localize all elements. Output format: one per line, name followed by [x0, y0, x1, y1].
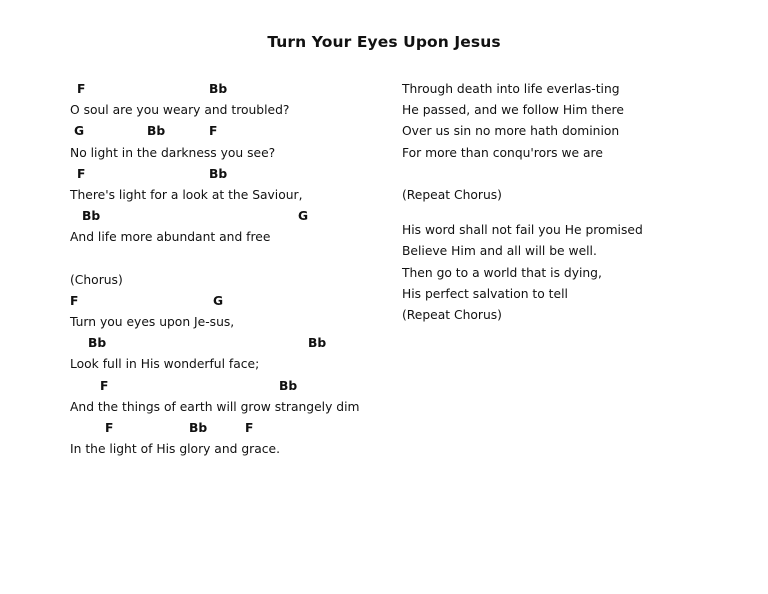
lyric-line: His word shall not fail you He promised — [402, 223, 643, 238]
chord: F — [100, 378, 109, 393]
chord-line — [70, 164, 380, 185]
chord: Bb — [189, 421, 208, 435]
chord-line — [70, 376, 380, 397]
lyric-line: In the light of His glory and grace. — [70, 442, 280, 457]
right-column — [402, 79, 732, 326]
lyric-line: Believe Him and all will be well. — [402, 244, 597, 259]
chord: F — [77, 82, 86, 96]
chord: Bb — [88, 336, 107, 351]
lyric-line: And life more abundant and free — [70, 230, 271, 245]
chord: Bb — [279, 378, 298, 393]
lyric-line: No light in the darkness you see? — [70, 145, 276, 160]
lyric-line: He passed, and we follow Him there — [402, 103, 624, 118]
repeat-chorus-label: (Repeat Chorus) — [402, 307, 502, 322]
chord: Bb — [82, 209, 101, 224]
lyric-line: Look full in His wonderful face; — [70, 357, 260, 372]
repeat-chorus-label: (Repeat Chorus) — [402, 187, 502, 202]
chord: F — [70, 293, 79, 308]
chord: F — [209, 124, 218, 139]
lyric-line: Through death into life everlas-ting — [402, 82, 620, 96]
chord: Bb — [209, 166, 228, 181]
chord: G — [74, 124, 85, 139]
lyric-line: And the things of earth will grow strangely dim — [70, 399, 360, 414]
lyric-line: There's light for a look at the Saviour, — [70, 187, 303, 202]
spacer — [402, 206, 732, 220]
chord-line — [70, 79, 380, 100]
left-column — [70, 79, 380, 460]
lyric-line: Over us sin no more hath dominion — [402, 124, 620, 139]
spacer — [402, 164, 732, 185]
chord: Bb — [209, 82, 228, 96]
chord: Bb — [308, 336, 327, 351]
chord: F — [245, 421, 254, 435]
lyric-line: For more than conqu'rors we are — [402, 145, 603, 160]
chord: Bb — [147, 124, 166, 139]
chord-line — [70, 206, 380, 227]
lyric-line: Then go to a world that is dying, — [402, 265, 602, 280]
chord-line — [70, 333, 380, 354]
chord-line — [70, 291, 380, 312]
chord-line — [70, 418, 380, 439]
chord: G — [213, 293, 224, 308]
chorus-label: (Chorus) — [70, 272, 123, 287]
chord: G — [298, 209, 309, 224]
song-title: Turn Your Eyes Upon Jesus — [267, 33, 501, 51]
spacer — [70, 249, 380, 270]
lyric-line: Turn you eyes upon Je-sus, — [70, 315, 235, 330]
chord: F — [77, 166, 86, 181]
lyric-line: O soul are you weary and troubled? — [70, 103, 290, 118]
chord: F — [105, 421, 114, 435]
lyric-line: His perfect salvation to tell — [402, 286, 568, 301]
chord-line — [70, 121, 380, 142]
